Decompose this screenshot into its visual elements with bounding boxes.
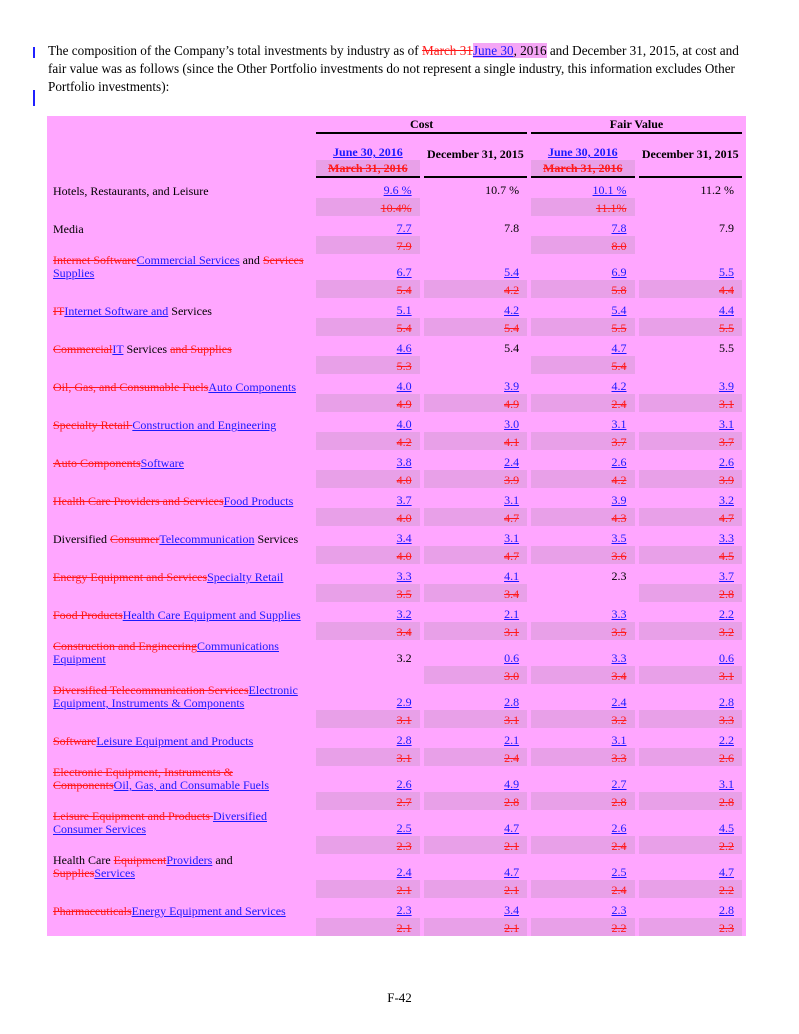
fv-prior-deleted-value: 2.3: [719, 921, 734, 935]
fv-prior-deleted-value: 3.2: [719, 625, 734, 639]
fv-current-value[interactable]: 2.4: [611, 695, 627, 709]
cost-prior-value[interactable]: 3.1: [504, 493, 520, 507]
cost-prior-deleted-value: 2.4: [504, 751, 520, 765]
industry-label: [51, 854, 312, 880]
industry-label: [51, 216, 312, 236]
fv-prior-value[interactable]: 3.3: [719, 531, 734, 545]
page-number: F-42: [387, 990, 412, 1005]
cost-current-deleted-value: 4.0: [396, 549, 412, 563]
fv-prior-deleted-value: 4.4: [719, 283, 734, 297]
intro-year: , 2016: [513, 43, 547, 58]
industry-label: [51, 898, 312, 918]
deleted-text: Food Products: [53, 608, 123, 622]
fv-prior-value[interactable]: 3.7: [719, 569, 734, 583]
deleted-text: Auto Components: [53, 456, 141, 470]
table-row: [51, 526, 742, 546]
deleted-text: Services: [262, 253, 304, 267]
fv-current-deleted-value: 2.4: [611, 883, 627, 897]
deleted-date: March 31: [421, 43, 473, 58]
table-row: [51, 488, 742, 508]
cost-prior-deleted-value: 3.1: [504, 713, 520, 727]
cost-current-value[interactable]: 2.9: [396, 695, 412, 709]
fv-prior-deleted-value: 3.9: [719, 473, 734, 487]
table-row: [51, 684, 742, 710]
cost-current-deleted-value: 3.5: [396, 587, 412, 601]
cost-prior-deleted-value: 3.0: [504, 669, 520, 683]
fv-current-deleted-value: 11.1%: [595, 201, 627, 215]
cost-prior-value[interactable]: 4.7: [504, 821, 520, 835]
industry-label: [51, 766, 312, 792]
cost-current-value[interactable]: 5.1: [396, 303, 412, 317]
deleted-text: Equipment: [113, 853, 167, 867]
inserted-text[interactable]: Auto Components: [208, 380, 296, 394]
cost-prior-value[interactable]: 4.7: [504, 865, 520, 879]
fv-current-deleted-value: 5.8: [611, 283, 627, 297]
industry-label: [51, 684, 312, 710]
label-text: Services: [168, 304, 212, 318]
cost-current-value[interactable]: 7.7: [396, 221, 412, 235]
cost-prior-value[interactable]: 3.9: [504, 379, 520, 393]
label-text: Services: [123, 342, 171, 356]
cost-prior-deleted-value: 4.9: [504, 397, 520, 411]
cost-current-deleted-value: 2.7: [396, 795, 412, 809]
inserted-text[interactable]: Services: [94, 866, 135, 880]
industry-label: [51, 412, 312, 432]
inserted-text[interactable]: Food Products: [223, 494, 294, 508]
deleted-values-row: [51, 470, 742, 488]
deleted-values-row: [51, 546, 742, 564]
cost-prior-value[interactable]: 2.1: [504, 607, 520, 621]
cost-prior-value[interactable]: 3.0: [504, 417, 520, 431]
table-row: [51, 336, 742, 356]
investments-table: [47, 116, 746, 936]
fv-current-header[interactable]: June 30, 2016: [547, 145, 618, 159]
cost-current-deleted-value: 3.1: [396, 751, 412, 765]
deleted-values-row: [51, 198, 742, 216]
deleted-values-row: [51, 508, 742, 526]
fv-current-deleted-value: 2.4: [611, 397, 627, 411]
fv-prior-deleted-value: 2.6: [719, 751, 734, 765]
deleted-values-row: [51, 748, 742, 766]
fv-current-value[interactable]: 3.9: [611, 493, 627, 507]
deleted-values-row: [51, 394, 742, 412]
table-row: [51, 254, 742, 280]
cost-prior-value[interactable]: 4.9: [504, 777, 520, 791]
table-row: [51, 216, 742, 236]
deleted-text: Electronic Equipment, Instruments & Components: [53, 765, 233, 792]
cost-prior-deleted-value: 2.1: [504, 839, 520, 853]
cost-prior-deleted-value: 3.9: [504, 473, 520, 487]
cost-prior-deleted-value: 5.4: [504, 321, 520, 335]
industry-label: [51, 640, 312, 666]
cost-current-deleted-value: 3.1: [396, 713, 412, 727]
cost-current-value[interactable]: 2.5: [396, 821, 412, 835]
fv-current-deleted-value: 3.4: [611, 669, 627, 683]
deleted-values-row: [51, 236, 742, 254]
fv-prior-deleted-value: 4.5: [719, 549, 734, 563]
label-text: Health Care: [53, 853, 114, 867]
deleted-values-row: [51, 918, 742, 936]
deleted-text: Internet Software: [53, 253, 137, 267]
cost-prior-value[interactable]: 2.4: [504, 455, 520, 469]
intro-text-rest: and December 31, 2015, at cost and fair value was as follows (since the Other Portfolio investments do not represent a single industry, this information excludes Other Portfolio investments):: [48, 43, 739, 94]
intro-paragraph: [48, 42, 758, 96]
fv-current-deleted-value: 3.5: [611, 625, 627, 639]
table-row: [51, 412, 742, 432]
fv-current-value[interactable]: 3.1: [611, 417, 627, 431]
fv-prior-value[interactable]: 2.8: [719, 695, 734, 709]
deleted-text: Supplies: [53, 866, 95, 880]
inserted-text[interactable]: Commercial Services: [136, 253, 240, 267]
fv-current-deleted-value: 4.3: [611, 511, 627, 525]
inserted-text[interactable]: IT: [112, 342, 124, 356]
industry-label: [51, 488, 312, 508]
fv-prior-value[interactable]: 2.6: [719, 455, 734, 469]
table-row: [51, 640, 742, 666]
cost-prior-deleted-value: 4.2: [504, 283, 520, 297]
change-bar: [33, 47, 35, 58]
cost-prior-value[interactable]: 0.6: [504, 651, 520, 665]
deleted-text: Software: [53, 734, 97, 748]
fv-current-value[interactable]: 2.7: [611, 777, 627, 791]
fv-prior-value[interactable]: 3.1: [719, 417, 734, 431]
fv-current-value[interactable]: 4.2: [611, 379, 627, 393]
cost-prior-value[interactable]: 4.2: [504, 303, 520, 317]
fv-prior-deleted-value: 2.8: [719, 795, 734, 809]
fv-current-value[interactable]: 10.1 %: [592, 183, 627, 197]
industry-label: [51, 526, 312, 546]
cost-prior-header: December 31, 2015: [426, 147, 524, 161]
industry-label: [51, 374, 312, 394]
inserted-text[interactable]: Internet Software and: [64, 304, 169, 318]
table-row: [51, 854, 742, 880]
cost-prior-value: 10.7 %: [485, 183, 520, 197]
deleted-values-row: [51, 584, 742, 602]
inserted-text[interactable]: Energy Equipment and Services: [131, 904, 286, 918]
cost-prior-value[interactable]: 2.8: [504, 695, 520, 709]
fv-current-deleted-value: 3.2: [611, 713, 627, 727]
cost-prior-deleted-value: 2.1: [504, 921, 520, 935]
fv-current-value: 2.3: [611, 569, 627, 583]
fv-prior-value: 5.5: [719, 341, 734, 355]
label-text: and: [212, 853, 233, 867]
deleted-text: Pharmaceuticals: [53, 904, 132, 918]
fv-current-value[interactable]: 3.3: [611, 607, 627, 621]
fv-current-value[interactable]: 3.1: [611, 733, 627, 747]
fv-prior-value: 7.9: [719, 221, 734, 235]
fv-current-value[interactable]: 2.3: [611, 903, 627, 917]
deleted-values-row: [51, 836, 742, 854]
fv-current-deleted-value: 5.5: [611, 321, 627, 335]
cost-current-deleted-value: 4.0: [396, 511, 412, 525]
cost-prior-deleted-value: 3.4: [504, 587, 520, 601]
deleted-text: Commercial: [53, 342, 113, 356]
fv-current-deleted-value: 3.3: [611, 751, 627, 765]
cost-current-deleted-value: 2.3: [396, 839, 412, 853]
cost-prior-deleted-value: 2.8: [504, 795, 520, 809]
inserted-text[interactable]: Leisure Equipment and Products: [96, 734, 254, 748]
cost-current-deleted-value: 2.1: [396, 883, 412, 897]
industry-label: [51, 178, 312, 198]
inserted-text[interactable]: Software: [140, 456, 184, 470]
cost-current-value[interactable]: 6.7: [396, 265, 412, 279]
fv-prior-value[interactable]: 0.6: [719, 651, 734, 665]
inserted-text[interactable]: Telecommunication: [159, 532, 255, 546]
table-body: [51, 178, 742, 936]
deleted-text: IT: [53, 304, 65, 318]
inserted-text[interactable]: Health Care Equipment and Supplies: [122, 608, 301, 622]
cost-current-deleted-value: 5.4: [396, 321, 412, 335]
cost-current-value[interactable]: 3.8: [396, 455, 412, 469]
fv-prior-deleted-value: 4.7: [719, 511, 734, 525]
fv-prior-deleted-value: 5.5: [719, 321, 734, 335]
change-bar: [33, 90, 35, 106]
cost-current-deleted-value: 10.4%: [380, 201, 412, 215]
fv-current-deleted-value: 8.0: [611, 239, 627, 253]
industry-label: [51, 564, 312, 584]
table-row: [51, 450, 742, 470]
table-row: [51, 374, 742, 394]
fv-current-deleted-value: 2.4: [611, 839, 627, 853]
fv-prior-value[interactable]: 2.8: [719, 903, 734, 917]
cost-current-value[interactable]: 3.4: [396, 531, 412, 545]
industry-label: [51, 728, 312, 748]
cost-current-value[interactable]: 3.3: [396, 569, 412, 583]
deleted-text: Leisure Equipment and Products: [53, 809, 213, 823]
table-row: [51, 298, 742, 318]
cost-current-value[interactable]: 3.7: [396, 493, 412, 507]
fv-current-value[interactable]: 5.4: [611, 303, 627, 317]
fv-prior-value: 11.2 %: [700, 183, 734, 197]
deleted-text: Consumer: [109, 532, 160, 546]
fv-prior-value[interactable]: 3.2: [719, 493, 734, 507]
fv-current-value[interactable]: 6.9: [611, 265, 627, 279]
deleted-values-row: [51, 792, 742, 810]
fv-prior-value[interactable]: 2.2: [719, 733, 734, 747]
deleted-text: Oil, Gas, and Consumable Fuels: [53, 380, 209, 394]
cost-current-deleted-value: 7.9: [396, 239, 412, 253]
deleted-text: Specialty Retail: [53, 418, 133, 432]
inserted-date[interactable]: June 30: [472, 43, 514, 58]
industry-label: [51, 298, 312, 318]
cost-current-deleted-value: 5.3: [396, 359, 412, 373]
cost-current-value[interactable]: 4.0: [396, 417, 412, 431]
fv-prior-deleted-value: 3.3: [719, 713, 734, 727]
fv-current-deleted-value: 5.4: [611, 359, 627, 373]
fv-current-value[interactable]: 4.7: [611, 341, 627, 355]
industry-label: [51, 450, 312, 470]
cost-current-deleted-value: 4.2: [396, 435, 412, 449]
industry-label: [51, 810, 312, 836]
cost-prior-deleted-value: 2.1: [504, 883, 520, 897]
fv-current-value[interactable]: 7.8: [611, 221, 627, 235]
fv-prior-value[interactable]: 4.5: [719, 821, 734, 835]
label-text: Services: [254, 532, 299, 546]
inserted-text[interactable]: Diversified Consumer Services: [53, 809, 267, 836]
intro-text: The composition of the Company’s total investments by industry as of: [48, 43, 422, 58]
deleted-text: Energy Equipment and Services: [53, 570, 208, 584]
fv-prior-value[interactable]: 5.5: [719, 265, 734, 279]
cost-current-value[interactable]: 4.0: [396, 379, 412, 393]
label-text: Diversified: [53, 532, 110, 546]
deleted-values-row: [51, 666, 742, 684]
label-text: and: [239, 253, 263, 267]
fv-prior-deleted-value: 3.1: [719, 397, 734, 411]
fv-current-value[interactable]: 3.5: [611, 531, 627, 545]
deleted-text: and Supplies: [170, 342, 232, 356]
deleted-text: Diversified Telecommunication Services: [53, 683, 249, 697]
fv-current-value[interactable]: 2.6: [611, 455, 627, 469]
fv-prior-value[interactable]: 4.4: [719, 303, 734, 317]
industry-label: [51, 602, 312, 622]
deleted-values-row: [51, 710, 742, 728]
fv-prior-header: December 31, 2015: [641, 147, 739, 161]
cost-prior-value[interactable]: 5.4: [504, 265, 520, 279]
cost-prior-deleted-value: 3.1: [504, 625, 520, 639]
cost-prior-deleted-value: 4.7: [504, 511, 520, 525]
deleted-values-row: [51, 880, 742, 898]
fv-current-deleted-value: 2.8: [611, 795, 627, 809]
cost-current-value[interactable]: 2.8: [396, 733, 412, 747]
deleted-values-row: [51, 280, 742, 298]
fv-prior-deleted-value: 2.2: [719, 839, 734, 853]
deleted-values-row: [51, 432, 742, 450]
inserted-text[interactable]: Communications Equipment: [53, 639, 279, 666]
table-row: [51, 728, 742, 748]
deleted-text: Health Care Providers and Services: [53, 494, 224, 508]
cost-current-deleted-value: 5.4: [396, 283, 412, 297]
cost-prior-value[interactable]: 4.1: [504, 569, 520, 583]
cost-current-value[interactable]: 2.3: [396, 903, 412, 917]
deleted-values-row: [51, 356, 742, 374]
cost-current-value: 3.2: [396, 651, 412, 665]
cost-current-deleted-value: 4.0: [396, 473, 412, 487]
fv-current-deleted-value: 4.2: [611, 473, 627, 487]
cost-current-deleted-value: 3.4: [396, 625, 412, 639]
fv-deleted-header: March 31, 2016: [543, 161, 623, 175]
cost-deleted-header: March 31, 2016: [328, 161, 408, 175]
table-row: [51, 178, 742, 198]
cost-current-value[interactable]: 4.6: [396, 341, 412, 355]
inserted-text[interactable]: Oil, Gas, and Consumable Fuels: [113, 778, 269, 792]
table-row: [51, 810, 742, 836]
fv-prior-value[interactable]: 2.2: [719, 607, 734, 621]
inserted-text[interactable]: Supplies: [53, 266, 95, 280]
table-row: [51, 766, 742, 792]
fv-prior-deleted-value: 3.7: [719, 435, 734, 449]
table-row: [51, 602, 742, 622]
fv-prior-deleted-value: 2.2: [719, 883, 734, 897]
deleted-values-row: [51, 622, 742, 640]
cost-prior-deleted-value: 4.1: [504, 435, 520, 449]
table-row: [51, 564, 742, 584]
deleted-text: Construction and Engineering: [53, 639, 197, 653]
inserted-text[interactable]: Electronic Equipment, Instruments & Components: [53, 683, 298, 710]
inserted-text[interactable]: Construction and Engineering: [132, 418, 277, 432]
fv-current-value[interactable]: 3.3: [611, 651, 627, 665]
industry-label: [51, 336, 312, 356]
fv-prior-value[interactable]: 3.1: [719, 777, 734, 791]
cost-prior-value: 7.8: [504, 221, 520, 235]
cost-group-header: Cost: [316, 116, 527, 134]
cost-prior-value[interactable]: 3.4: [504, 903, 520, 917]
fair-value-group-header: Fair Value: [531, 116, 742, 134]
industry-label: [51, 254, 312, 280]
fv-current-value[interactable]: 2.5: [611, 865, 627, 879]
cost-prior-value: 5.4: [504, 341, 520, 355]
cost-current-deleted-value: 4.9: [396, 397, 412, 411]
fv-prior-value[interactable]: 4.7: [719, 865, 734, 879]
cost-current-value[interactable]: 2.4: [396, 865, 412, 879]
inserted-text[interactable]: Specialty Retail: [207, 570, 284, 584]
fv-current-deleted-value: 3.7: [611, 435, 627, 449]
fv-current-deleted-value: 3.6: [611, 549, 627, 563]
fv-prior-deleted-value: 3.1: [719, 669, 734, 683]
label-text: Hotels, Restaurants, and Leisure: [53, 184, 209, 198]
cost-current-value[interactable]: 3.2: [396, 607, 412, 621]
cost-current-value[interactable]: 9.6 %: [383, 183, 412, 197]
label-text: Media: [53, 222, 84, 236]
cost-current-header[interactable]: June 30, 2016: [333, 145, 403, 159]
fv-prior-deleted-value: 2.8: [719, 587, 734, 601]
cost-prior-value[interactable]: 2.1: [504, 733, 520, 747]
fv-current-value[interactable]: 2.6: [611, 821, 627, 835]
cost-current-deleted-value: 2.1: [396, 921, 412, 935]
fv-prior-value[interactable]: 3.9: [719, 379, 734, 393]
table-row: [51, 898, 742, 918]
cost-prior-value[interactable]: 3.1: [504, 531, 520, 545]
cost-current-value[interactable]: 2.6: [396, 777, 412, 791]
cost-prior-deleted-value: 4.7: [504, 549, 520, 563]
fv-current-deleted-value: 2.2: [611, 921, 627, 935]
inserted-text[interactable]: Providers: [166, 853, 213, 867]
deleted-values-row: [51, 318, 742, 336]
